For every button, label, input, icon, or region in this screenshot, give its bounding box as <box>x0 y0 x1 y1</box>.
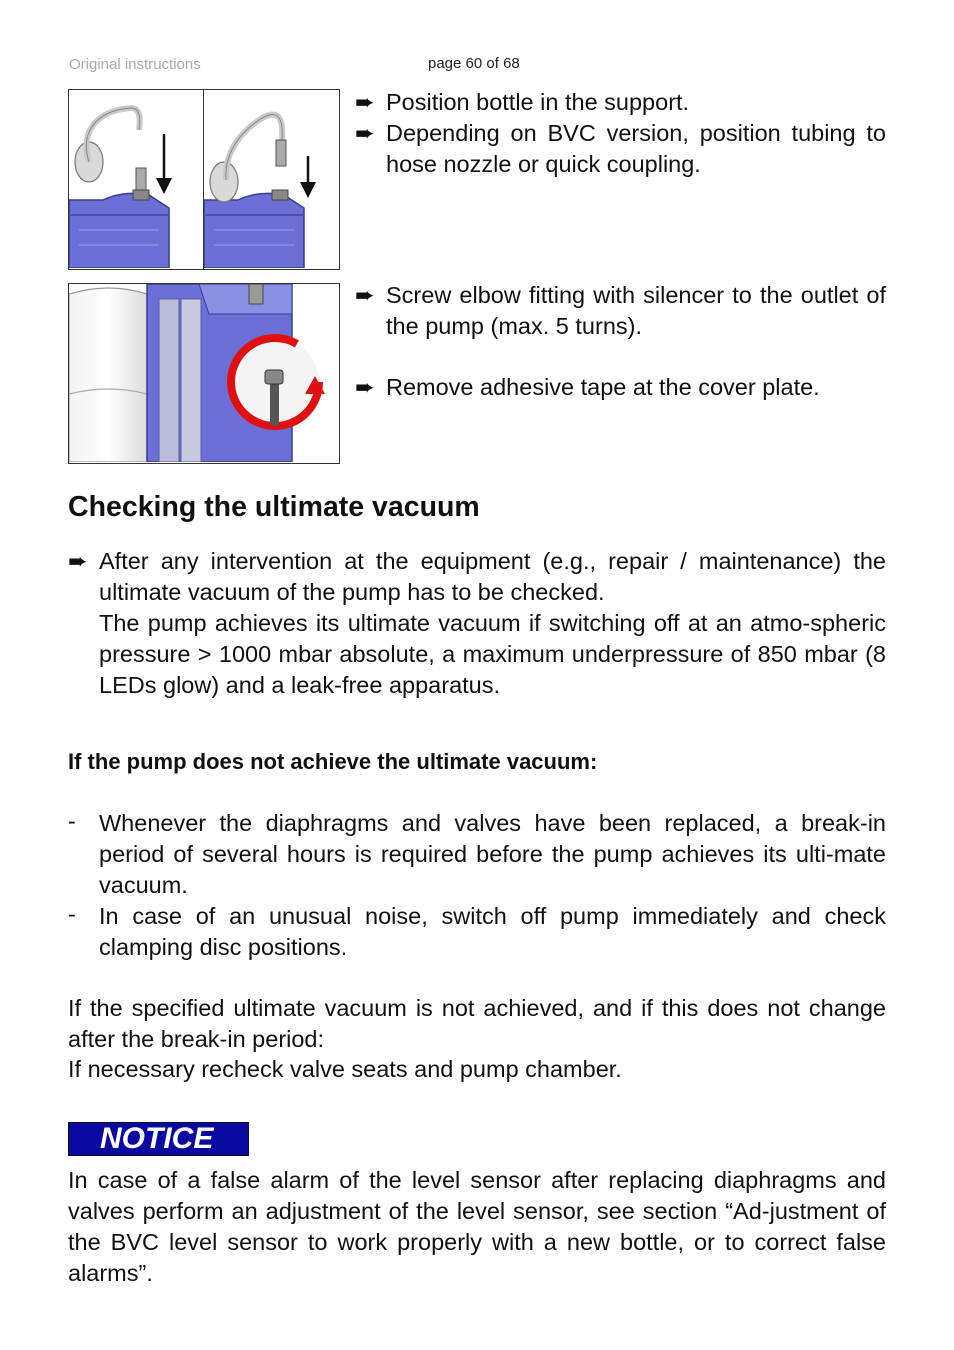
intro-line-1: After any intervention at the equipment (e.g., repair / maintenance) the ultimate vacuum of the pump has to be checked. <box>99 548 886 605</box>
bullet-break-in-period: Whenever the diaphragms and valves have been replaced, a break-in period of several hours is required before the pump achieves its ulti-mate vacuum. <box>99 810 886 898</box>
subheading-not-achieved: If the pump does not achieve the ultimate vacuum: <box>68 749 598 774</box>
arrow-right-icon: ➨ <box>355 282 375 308</box>
step-position-tubing <box>355 118 886 180</box>
arrow-right-icon: ➨ <box>68 548 88 574</box>
figure-elbow-fitting-rotation <box>68 283 340 464</box>
closing-paragraph-2: If necessary recheck valve seats and pump chamber. <box>68 1056 622 1082</box>
pump-elbow-rotation-illustration-icon <box>69 284 338 462</box>
pump-with-tubing-illustration-icon <box>69 90 203 268</box>
arrow-right-icon: ➨ <box>355 89 375 115</box>
arrow-right-icon: ➨ <box>355 120 375 146</box>
document-header-label: Original instructions <box>69 56 201 73</box>
bullet-unusual-noise: In case of an unusual noise, switch off pump immediately and check clamping disc positions. <box>99 903 886 960</box>
pump-with-tubing-illustration-icon <box>204 90 338 268</box>
arrow-right-icon: ➨ <box>355 374 375 400</box>
step-screw-elbow-fitting <box>355 280 886 342</box>
step-position-bottle <box>355 87 886 118</box>
step-text: Position bottle in the support. <box>386 89 690 115</box>
notice-text: In case of a false alarm of the level sensor after replacing diaphragms and valves perform an adjustment of the level sensor, see section “Ad-justment of the BVC level sensor to work properly with a new bottle, or to correct false alarms”. <box>68 1167 886 1286</box>
notice-label: NOTICE <box>68 1122 249 1156</box>
step-text: Remove adhesive tape at the cover plate. <box>386 374 820 400</box>
step-text: Depending on BVC version, position tubing to hose nozzle or quick coupling. <box>386 120 886 177</box>
section-title: Checking the ultimate vacuum <box>68 491 480 523</box>
step-text: Screw elbow fitting with silencer to the outlet of the pump (max. 5 turns). <box>386 282 886 339</box>
figure-bottle-tubing-nozzle <box>68 89 205 270</box>
bullet-dash: - <box>68 808 76 834</box>
section-intro <box>68 546 886 701</box>
figure-bottle-tubing-coupling <box>203 89 340 270</box>
step-remove-adhesive-tape <box>355 372 886 403</box>
intro-line-2: The pump achieves its ultimate vacuum if switching off at an atmo-spheric pressure > 1000 mbar absolute, a maximum underpressure of 850 mbar (8 LEDs glow) and a leak-free apparatus. <box>99 610 886 698</box>
closing-paragraph-1: If the specified ultimate vacuum is not achieved, and if this does not change after the break-in period: <box>68 995 886 1052</box>
bullet-dash: - <box>68 901 76 927</box>
page-number: page 60 of 68 <box>428 55 520 72</box>
